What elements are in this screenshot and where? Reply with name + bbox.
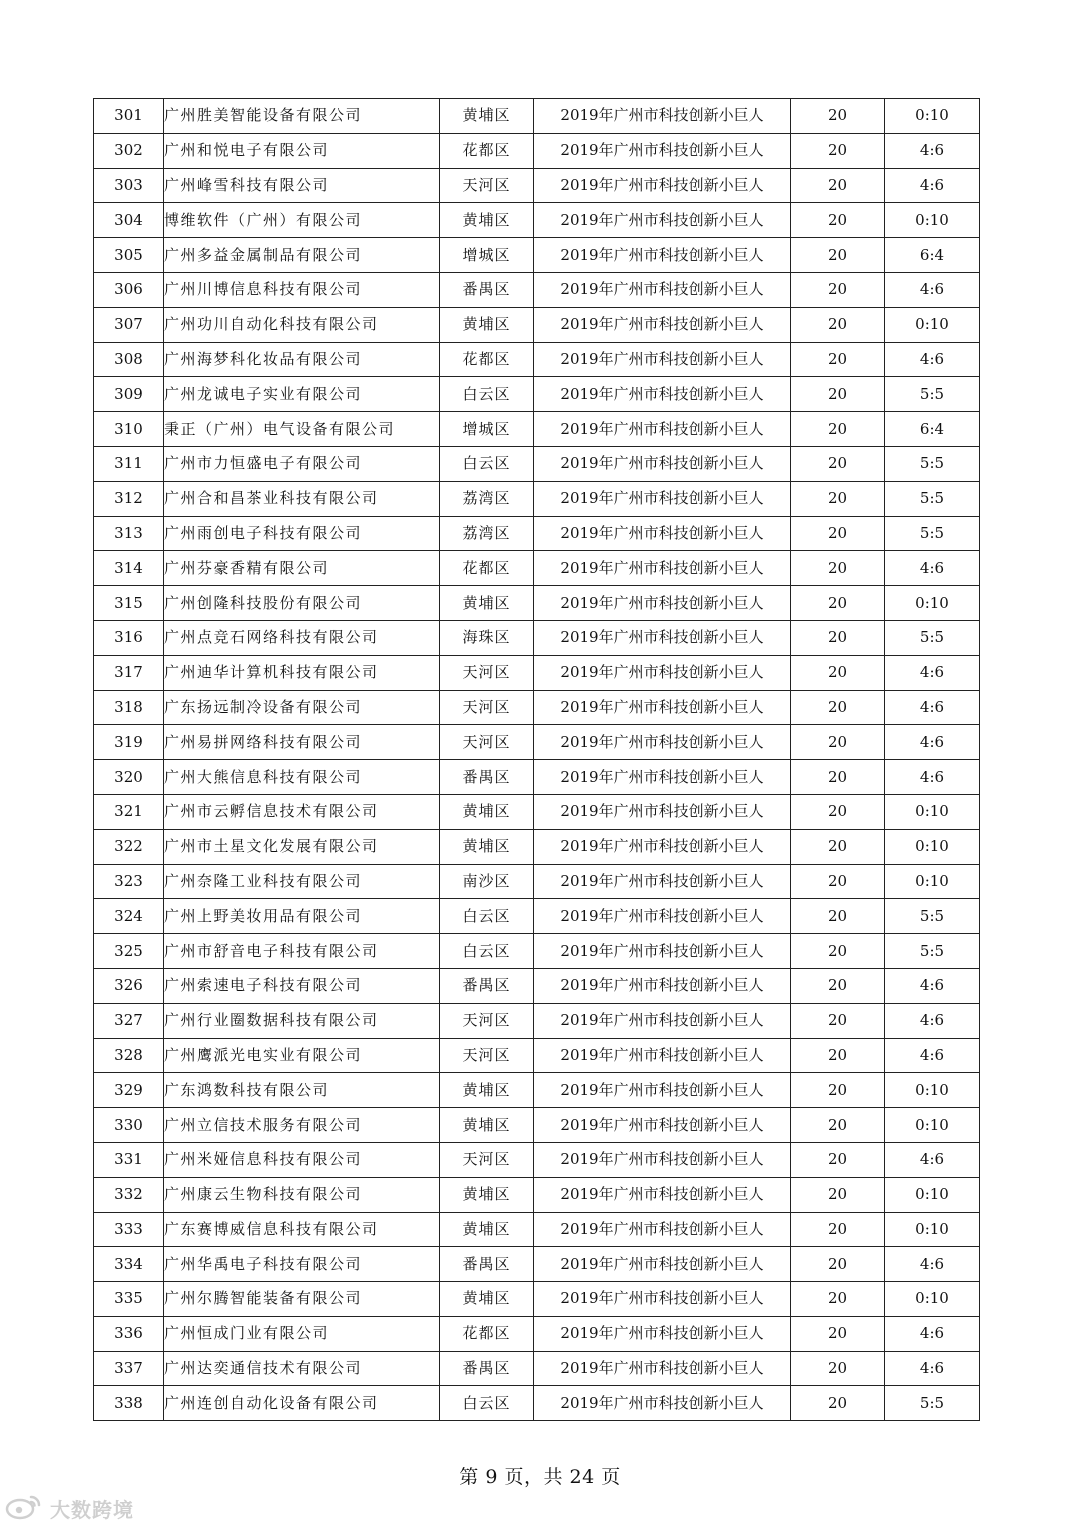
company-name-cell: 广州创隆科技股份有限公司 <box>164 586 440 621</box>
category-cell: 2019年广州市科技创新小巨人 <box>534 1247 791 1282</box>
ratio-cell: 4:6 <box>885 655 980 690</box>
table-row <box>94 1177 980 1212</box>
company-name-cell: 广州功川自动化科技有限公司 <box>164 307 440 342</box>
district-cell: 黄埔区 <box>440 1108 534 1143</box>
score-cell: 20 <box>791 620 885 655</box>
score-cell: 20 <box>791 968 885 1003</box>
company-name-cell: 广州芬豪香精有限公司 <box>164 551 440 586</box>
table-row <box>94 446 980 481</box>
company-name-cell: 广州峰雪科技有限公司 <box>164 168 440 203</box>
row-index-cell: 324 <box>94 899 164 934</box>
company-name-cell: 广州米娅信息科技有限公司 <box>164 1142 440 1177</box>
district-cell: 黄埔区 <box>440 1282 534 1317</box>
company-name-cell: 广州雨创电子科技有限公司 <box>164 516 440 551</box>
district-cell: 黄埔区 <box>440 99 534 134</box>
company-name-cell: 博维软件（广州）有限公司 <box>164 203 440 238</box>
table-row <box>94 1351 980 1386</box>
row-index-cell: 322 <box>94 829 164 864</box>
company-name-cell: 广州和悦电子有限公司 <box>164 133 440 168</box>
company-name-cell: 广州胜美智能设备有限公司 <box>164 99 440 134</box>
row-index-cell: 327 <box>94 1003 164 1038</box>
company-name-cell: 广州市力恒盛电子有限公司 <box>164 446 440 481</box>
score-cell: 20 <box>791 307 885 342</box>
category-cell: 2019年广州市科技创新小巨人 <box>534 1212 791 1247</box>
district-cell: 天河区 <box>440 655 534 690</box>
table-row <box>94 968 980 1003</box>
district-cell: 黄埔区 <box>440 794 534 829</box>
category-cell: 2019年广州市科技创新小巨人 <box>534 551 791 586</box>
score-cell: 20 <box>791 481 885 516</box>
ratio-cell: 4:6 <box>885 690 980 725</box>
row-index-cell: 335 <box>94 1282 164 1317</box>
row-index-cell: 317 <box>94 655 164 690</box>
score-cell: 20 <box>791 99 885 134</box>
table-row <box>94 272 980 307</box>
page-footer: 第 9 页，共 24 页 <box>459 1466 621 1488</box>
district-cell: 天河区 <box>440 168 534 203</box>
score-cell: 20 <box>791 586 885 621</box>
row-index-cell: 334 <box>94 1247 164 1282</box>
category-cell: 2019年广州市科技创新小巨人 <box>534 99 791 134</box>
row-index-cell: 315 <box>94 586 164 621</box>
row-index-cell: 336 <box>94 1316 164 1351</box>
ratio-cell: 5:5 <box>885 481 980 516</box>
district-cell: 花都区 <box>440 342 534 377</box>
score-cell: 20 <box>791 1247 885 1282</box>
category-cell: 2019年广州市科技创新小巨人 <box>534 1108 791 1143</box>
score-cell: 20 <box>791 446 885 481</box>
district-cell: 花都区 <box>440 133 534 168</box>
row-index-cell: 312 <box>94 481 164 516</box>
ratio-cell: 6:4 <box>885 412 980 447</box>
company-name-cell: 广东鸿数科技有限公司 <box>164 1073 440 1108</box>
ratio-cell: 5:5 <box>885 899 980 934</box>
company-name-cell: 广州川博信息科技有限公司 <box>164 272 440 307</box>
score-cell: 20 <box>791 690 885 725</box>
row-index-cell: 311 <box>94 446 164 481</box>
row-index-cell: 318 <box>94 690 164 725</box>
district-cell: 花都区 <box>440 551 534 586</box>
table-row <box>94 1003 980 1038</box>
ratio-cell: 5:5 <box>885 1386 980 1421</box>
watermark <box>4 1490 134 1526</box>
category-cell: 2019年广州市科技创新小巨人 <box>534 481 791 516</box>
company-name-cell: 广州合和昌茶业科技有限公司 <box>164 481 440 516</box>
table-row <box>94 377 980 412</box>
row-index-cell: 328 <box>94 1038 164 1073</box>
table-row <box>94 516 980 551</box>
document-table <box>93 98 980 1421</box>
table-row <box>94 168 980 203</box>
ratio-cell: 0:10 <box>885 1177 980 1212</box>
district-cell: 黄埔区 <box>440 203 534 238</box>
score-cell: 20 <box>791 133 885 168</box>
district-cell: 天河区 <box>440 1003 534 1038</box>
row-index-cell: 302 <box>94 133 164 168</box>
ratio-cell: 5:5 <box>885 934 980 969</box>
category-cell: 2019年广州市科技创新小巨人 <box>534 760 791 795</box>
table-row <box>94 238 980 273</box>
row-index-cell: 326 <box>94 968 164 1003</box>
ratio-cell: 4:6 <box>885 342 980 377</box>
category-cell: 2019年广州市科技创新小巨人 <box>534 168 791 203</box>
district-cell: 番禺区 <box>440 968 534 1003</box>
category-cell: 2019年广州市科技创新小巨人 <box>534 238 791 273</box>
ratio-cell: 0:10 <box>885 99 980 134</box>
ratio-cell: 4:6 <box>885 272 980 307</box>
company-name-cell: 广州市土星文化发展有限公司 <box>164 829 440 864</box>
score-cell: 20 <box>791 934 885 969</box>
ratio-cell: 4:6 <box>885 1038 980 1073</box>
table-row <box>94 342 980 377</box>
district-cell: 天河区 <box>440 1038 534 1073</box>
ratio-cell: 4:6 <box>885 1316 980 1351</box>
row-index-cell: 301 <box>94 99 164 134</box>
category-cell: 2019年广州市科技创新小巨人 <box>534 307 791 342</box>
row-index-cell: 320 <box>94 760 164 795</box>
category-cell: 2019年广州市科技创新小巨人 <box>534 690 791 725</box>
district-cell: 荔湾区 <box>440 481 534 516</box>
table-row <box>94 586 980 621</box>
district-cell: 番禺区 <box>440 1247 534 1282</box>
category-cell: 2019年广州市科技创新小巨人 <box>534 1316 791 1351</box>
category-cell: 2019年广州市科技创新小巨人 <box>534 1038 791 1073</box>
ratio-cell: 5:5 <box>885 446 980 481</box>
table-row <box>94 934 980 969</box>
district-cell: 黄埔区 <box>440 1212 534 1247</box>
company-name-cell: 广州奈隆工业科技有限公司 <box>164 864 440 899</box>
row-index-cell: 313 <box>94 516 164 551</box>
table-row <box>94 1108 980 1143</box>
score-cell: 20 <box>791 342 885 377</box>
company-name-cell: 广州上野美妆用品有限公司 <box>164 899 440 934</box>
table-row <box>94 1282 980 1317</box>
category-cell: 2019年广州市科技创新小巨人 <box>534 1282 791 1317</box>
score-cell: 20 <box>791 1386 885 1421</box>
row-index-cell: 332 <box>94 1177 164 1212</box>
ratio-cell: 0:10 <box>885 307 980 342</box>
score-cell: 20 <box>791 829 885 864</box>
district-cell: 白云区 <box>440 446 534 481</box>
company-name-cell: 广州行业圈数据科技有限公司 <box>164 1003 440 1038</box>
company-name-cell: 广州尔腾智能装备有限公司 <box>164 1282 440 1317</box>
company-name-cell: 广州易拼网络科技有限公司 <box>164 725 440 760</box>
weibo-logo-icon <box>4 1492 44 1525</box>
district-cell: 增城区 <box>440 412 534 447</box>
company-name-cell: 广州市舒音电子科技有限公司 <box>164 934 440 969</box>
row-index-cell: 306 <box>94 272 164 307</box>
company-name-cell: 广东赛博威信息科技有限公司 <box>164 1212 440 1247</box>
table-row <box>94 412 980 447</box>
table-row <box>94 794 980 829</box>
row-index-cell: 331 <box>94 1142 164 1177</box>
district-cell: 黄埔区 <box>440 1073 534 1108</box>
score-cell: 20 <box>791 655 885 690</box>
row-index-cell: 314 <box>94 551 164 586</box>
row-index-cell: 329 <box>94 1073 164 1108</box>
district-cell: 白云区 <box>440 934 534 969</box>
ratio-cell: 4:6 <box>885 1142 980 1177</box>
category-cell: 2019年广州市科技创新小巨人 <box>534 655 791 690</box>
ratio-cell: 0:10 <box>885 203 980 238</box>
category-cell: 2019年广州市科技创新小巨人 <box>534 1386 791 1421</box>
row-index-cell: 325 <box>94 934 164 969</box>
district-cell: 增城区 <box>440 238 534 273</box>
table-row <box>94 203 980 238</box>
category-cell: 2019年广州市科技创新小巨人 <box>534 203 791 238</box>
ratio-cell: 5:5 <box>885 516 980 551</box>
score-cell: 20 <box>791 272 885 307</box>
table-row <box>94 655 980 690</box>
table-row <box>94 1073 980 1108</box>
category-cell: 2019年广州市科技创新小巨人 <box>534 968 791 1003</box>
score-cell: 20 <box>791 760 885 795</box>
district-cell: 番禺区 <box>440 760 534 795</box>
category-cell: 2019年广州市科技创新小巨人 <box>534 829 791 864</box>
table-row <box>94 899 980 934</box>
company-name-cell: 广州恒成门业有限公司 <box>164 1316 440 1351</box>
score-cell: 20 <box>791 551 885 586</box>
table-row <box>94 1316 980 1351</box>
watermark-text: 大数跨境 <box>50 1497 134 1522</box>
district-cell: 海珠区 <box>440 620 534 655</box>
table-row <box>94 1038 980 1073</box>
table-row <box>94 99 980 134</box>
company-name-cell: 广州连创自动化设备有限公司 <box>164 1386 440 1421</box>
category-cell: 2019年广州市科技创新小巨人 <box>534 934 791 969</box>
category-cell: 2019年广州市科技创新小巨人 <box>534 272 791 307</box>
score-cell: 20 <box>791 794 885 829</box>
ratio-cell: 0:10 <box>885 829 980 864</box>
row-index-cell: 305 <box>94 238 164 273</box>
ratio-cell: 4:6 <box>885 725 980 760</box>
ratio-cell: 4:6 <box>885 1247 980 1282</box>
district-cell: 天河区 <box>440 690 534 725</box>
company-name-cell: 广州华禹电子科技有限公司 <box>164 1247 440 1282</box>
company-name-cell: 广州市云孵信息技术有限公司 <box>164 794 440 829</box>
score-cell: 20 <box>791 1073 885 1108</box>
ratio-cell: 0:10 <box>885 586 980 621</box>
table-row <box>94 1212 980 1247</box>
district-cell: 花都区 <box>440 1316 534 1351</box>
row-index-cell: 330 <box>94 1108 164 1143</box>
category-cell: 2019年广州市科技创新小巨人 <box>534 586 791 621</box>
score-cell: 20 <box>791 725 885 760</box>
row-index-cell: 321 <box>94 794 164 829</box>
category-cell: 2019年广州市科技创新小巨人 <box>534 899 791 934</box>
row-index-cell: 303 <box>94 168 164 203</box>
ratio-cell: 5:5 <box>885 620 980 655</box>
category-cell: 2019年广州市科技创新小巨人 <box>534 516 791 551</box>
row-index-cell: 304 <box>94 203 164 238</box>
ratio-cell: 5:5 <box>885 377 980 412</box>
row-index-cell: 337 <box>94 1351 164 1386</box>
score-cell: 20 <box>791 203 885 238</box>
ratio-cell: 4:6 <box>885 133 980 168</box>
company-name-cell: 广州点竞石网络科技有限公司 <box>164 620 440 655</box>
company-name-cell: 广州迪华计算机科技有限公司 <box>164 655 440 690</box>
row-index-cell: 308 <box>94 342 164 377</box>
row-index-cell: 310 <box>94 412 164 447</box>
score-cell: 20 <box>791 1212 885 1247</box>
company-name-cell: 广东扬远制冷设备有限公司 <box>164 690 440 725</box>
category-cell: 2019年广州市科技创新小巨人 <box>534 725 791 760</box>
district-cell: 南沙区 <box>440 864 534 899</box>
category-cell: 2019年广州市科技创新小巨人 <box>534 1351 791 1386</box>
district-cell: 黄埔区 <box>440 1177 534 1212</box>
table-row <box>94 307 980 342</box>
ratio-cell: 0:10 <box>885 1212 980 1247</box>
company-name-cell: 广州达奕通信技术有限公司 <box>164 1351 440 1386</box>
score-cell: 20 <box>791 1177 885 1212</box>
ratio-cell: 0:10 <box>885 1073 980 1108</box>
district-cell: 番禺区 <box>440 1351 534 1386</box>
ratio-cell: 0:10 <box>885 864 980 899</box>
company-name-cell: 广州多益金属制品有限公司 <box>164 238 440 273</box>
district-cell: 黄埔区 <box>440 307 534 342</box>
ratio-cell: 4:6 <box>885 760 980 795</box>
district-cell: 白云区 <box>440 377 534 412</box>
category-cell: 2019年广州市科技创新小巨人 <box>534 1177 791 1212</box>
category-cell: 2019年广州市科技创新小巨人 <box>534 1142 791 1177</box>
ratio-cell: 4:6 <box>885 1351 980 1386</box>
table-row <box>94 725 980 760</box>
score-cell: 20 <box>791 1282 885 1317</box>
table-row <box>94 690 980 725</box>
company-name-cell: 广州立信技术服务有限公司 <box>164 1108 440 1143</box>
score-cell: 20 <box>791 899 885 934</box>
category-cell: 2019年广州市科技创新小巨人 <box>534 377 791 412</box>
category-cell: 2019年广州市科技创新小巨人 <box>534 1073 791 1108</box>
ratio-cell: 4:6 <box>885 968 980 1003</box>
score-cell: 20 <box>791 238 885 273</box>
category-cell: 2019年广州市科技创新小巨人 <box>534 1003 791 1038</box>
row-index-cell: 338 <box>94 1386 164 1421</box>
district-cell: 荔湾区 <box>440 516 534 551</box>
row-index-cell: 316 <box>94 620 164 655</box>
district-cell: 白云区 <box>440 899 534 934</box>
table-row <box>94 1386 980 1421</box>
category-cell: 2019年广州市科技创新小巨人 <box>534 342 791 377</box>
score-cell: 20 <box>791 1108 885 1143</box>
category-cell: 2019年广州市科技创新小巨人 <box>534 133 791 168</box>
category-cell: 2019年广州市科技创新小巨人 <box>534 412 791 447</box>
table-row <box>94 864 980 899</box>
ratio-cell: 0:10 <box>885 794 980 829</box>
company-name-cell: 广州大熊信息科技有限公司 <box>164 760 440 795</box>
table-row <box>94 829 980 864</box>
company-name-cell: 广州鹰派光电实业有限公司 <box>164 1038 440 1073</box>
score-cell: 20 <box>791 377 885 412</box>
ratio-cell: 6:4 <box>885 238 980 273</box>
table-body <box>94 99 980 1421</box>
district-cell: 白云区 <box>440 1386 534 1421</box>
table-row <box>94 133 980 168</box>
row-index-cell: 333 <box>94 1212 164 1247</box>
score-cell: 20 <box>791 412 885 447</box>
ratio-cell: 4:6 <box>885 168 980 203</box>
score-cell: 20 <box>791 1038 885 1073</box>
company-name-cell: 广州索速电子科技有限公司 <box>164 968 440 1003</box>
score-cell: 20 <box>791 1316 885 1351</box>
score-cell: 20 <box>791 1142 885 1177</box>
score-cell: 20 <box>791 1003 885 1038</box>
score-cell: 20 <box>791 168 885 203</box>
table-row <box>94 620 980 655</box>
company-name-cell: 广州海梦科化妆品有限公司 <box>164 342 440 377</box>
score-cell: 20 <box>791 864 885 899</box>
company-name-cell: 广州康云生物科技有限公司 <box>164 1177 440 1212</box>
table-row <box>94 481 980 516</box>
table-row <box>94 1247 980 1282</box>
district-cell: 天河区 <box>440 725 534 760</box>
table-row <box>94 1142 980 1177</box>
ratio-cell: 0:10 <box>885 1108 980 1143</box>
row-index-cell: 319 <box>94 725 164 760</box>
category-cell: 2019年广州市科技创新小巨人 <box>534 620 791 655</box>
table-row <box>94 551 980 586</box>
score-cell: 20 <box>791 1351 885 1386</box>
company-name-cell: 广州龙诚电子实业有限公司 <box>164 377 440 412</box>
category-cell: 2019年广州市科技创新小巨人 <box>534 794 791 829</box>
score-cell: 20 <box>791 516 885 551</box>
row-index-cell: 309 <box>94 377 164 412</box>
category-cell: 2019年广州市科技创新小巨人 <box>534 446 791 481</box>
ratio-cell: 4:6 <box>885 551 980 586</box>
category-cell: 2019年广州市科技创新小巨人 <box>534 864 791 899</box>
district-cell: 天河区 <box>440 1142 534 1177</box>
table-row <box>94 760 980 795</box>
row-index-cell: 323 <box>94 864 164 899</box>
district-cell: 番禺区 <box>440 272 534 307</box>
district-cell: 黄埔区 <box>440 829 534 864</box>
district-cell: 黄埔区 <box>440 586 534 621</box>
ratio-cell: 0:10 <box>885 1282 980 1317</box>
ratio-cell: 4:6 <box>885 1003 980 1038</box>
company-name-cell: 秉正（广州）电气设备有限公司 <box>164 412 440 447</box>
row-index-cell: 307 <box>94 307 164 342</box>
